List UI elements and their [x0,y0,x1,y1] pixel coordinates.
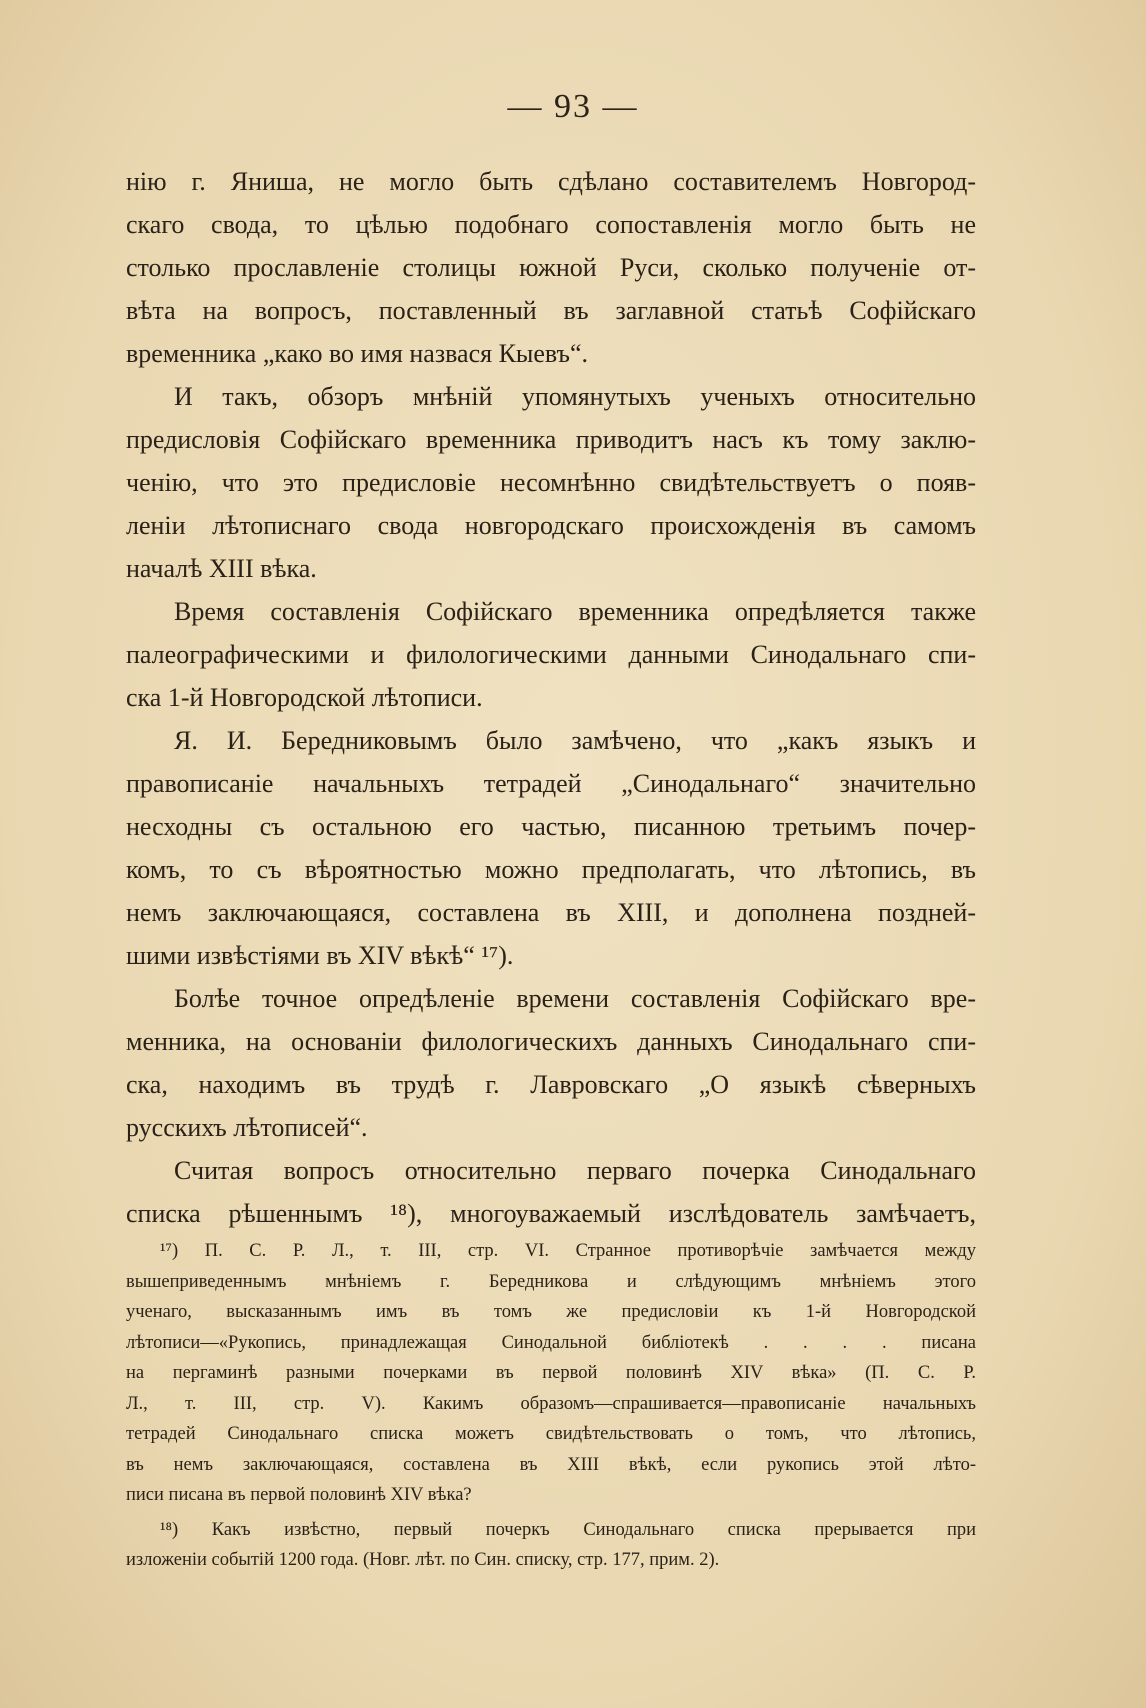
text-line: палеографическими и филологическими данными Синодальнаго спи- [126,640,976,669]
text-line: правописаніе начальныхъ тетрадей „Синодальнаго“ значительно [126,769,976,798]
text-line: ченію, что это предисловіе несомнѣнно свидѣтельствуетъ о появ- [126,468,976,497]
text-line: списка рѣшеннымъ ¹⁸), многоуважаемый изслѣдователь замѣчаетъ, [126,1199,976,1228]
footnote-line: писи писана въ первой половинѣ XIV вѣка? [126,1485,472,1505]
page-number: — 93 — [507,88,639,125]
footnote-line: ¹⁷) П. С. Р. Л., т. III, стр. VI. Странное противорѣчіе замѣчается между [160,1241,976,1261]
footnote-line: ¹⁸) Какъ извѣстно, первый почеркъ Синодальнаго списка прерывается при [160,1519,976,1540]
footnote-line: въ немъ заключающаяся, составлена въ XIII вѣкѣ, если рукопись этой лѣто- [126,1454,976,1475]
text-line: столько прославленіе столицы южной Руси, сколько полученіе от- [126,253,976,282]
text-line: началѣ XIII вѣка. [126,554,317,583]
text-line: немъ заключающаяся, составлена въ XIII, и дополнена поздней- [126,898,976,927]
text-line: И такъ, обзоръ мнѣній упомянутыхъ ученыхъ относительно [174,382,976,411]
footnote-line: лѣтописи—«Рукопись, принадлежащая Синодальной библіотекѣ . . . . писана [126,1332,976,1353]
text-line: комъ, то съ вѣроятностью можно предполагать, что лѣтопись, въ [126,855,976,884]
text-line: нію г. Яниша, не могло быть сдѣлано составителемъ Новгород- [126,167,976,196]
text-line: Я. И. Бередниковымъ было замѣчено, что „какъ языкъ и [174,726,976,755]
text-line: временника „како во имя назвася Кыевъ“. [126,339,589,368]
text-line: русскихъ лѣтописей“. [126,1113,368,1142]
footnote-line: на пергаминѣ разными почерками въ первой половинѣ XIV вѣка» (П. С. Р. [126,1363,976,1383]
footnote-line: Л., т. III, стр. V). Какимъ образомъ—спрашивается—правописаніе начальныхъ [126,1393,976,1414]
text-line: менника, на основаніи филологическихъ данныхъ Синодальнаго спи- [126,1027,976,1056]
footnotes [126,1236,976,1576]
text-line: шими извѣстіями въ XIV вѣкѣ“ ¹⁷). [126,941,514,970]
footnote-line: тетрадей Синодальнаго списка можетъ свидѣтельствовать о томъ, что лѣтопись, [126,1424,976,1444]
footnote-line: ученаго, высказаннымъ имъ въ томъ же предисловіи къ 1-й Новгородской [126,1302,976,1322]
text-line: Болѣе точное опредѣленіе времени составленія Софійскаго вре- [174,984,976,1013]
text-line: Считая вопросъ относительно перваго почерка Синодальнаго [174,1156,976,1185]
text-line: предисловія Софійскаго временника приводитъ насъ къ тому заклю- [126,425,976,454]
text-line: леніи лѣтописнаго свода новгородскаго происхожденія въ самомъ [126,511,976,540]
footnote-line: изложеніи событій 1200 года. (Новг. лѣт. по Син. списку, стр. 177, прим. 2). [126,1550,720,1570]
text-line: ска, находимъ въ трудѣ г. Лавровскаго „О языкѣ сѣверныхъ [126,1070,976,1099]
text-line: Время составленія Софійскаго временника опредѣляется также [174,597,976,626]
footnote-line: вышеприведеннымъ мнѣніемъ г. Бередникова и слѣдующимъ мнѣніемъ этого [126,1271,976,1292]
text-line: ска 1-й Новгородской лѣтописи. [126,683,483,712]
text-line: скаго свода, то цѣлью подобнаго сопоставленія могло быть не [126,210,976,239]
text-line: вѣта на вопросъ, поставленный въ заглавной статьѣ Софійскаго [126,296,976,325]
main-text [126,160,976,1235]
text-line: несходны съ остальною его частью, писанною третьимъ почер- [126,812,976,841]
